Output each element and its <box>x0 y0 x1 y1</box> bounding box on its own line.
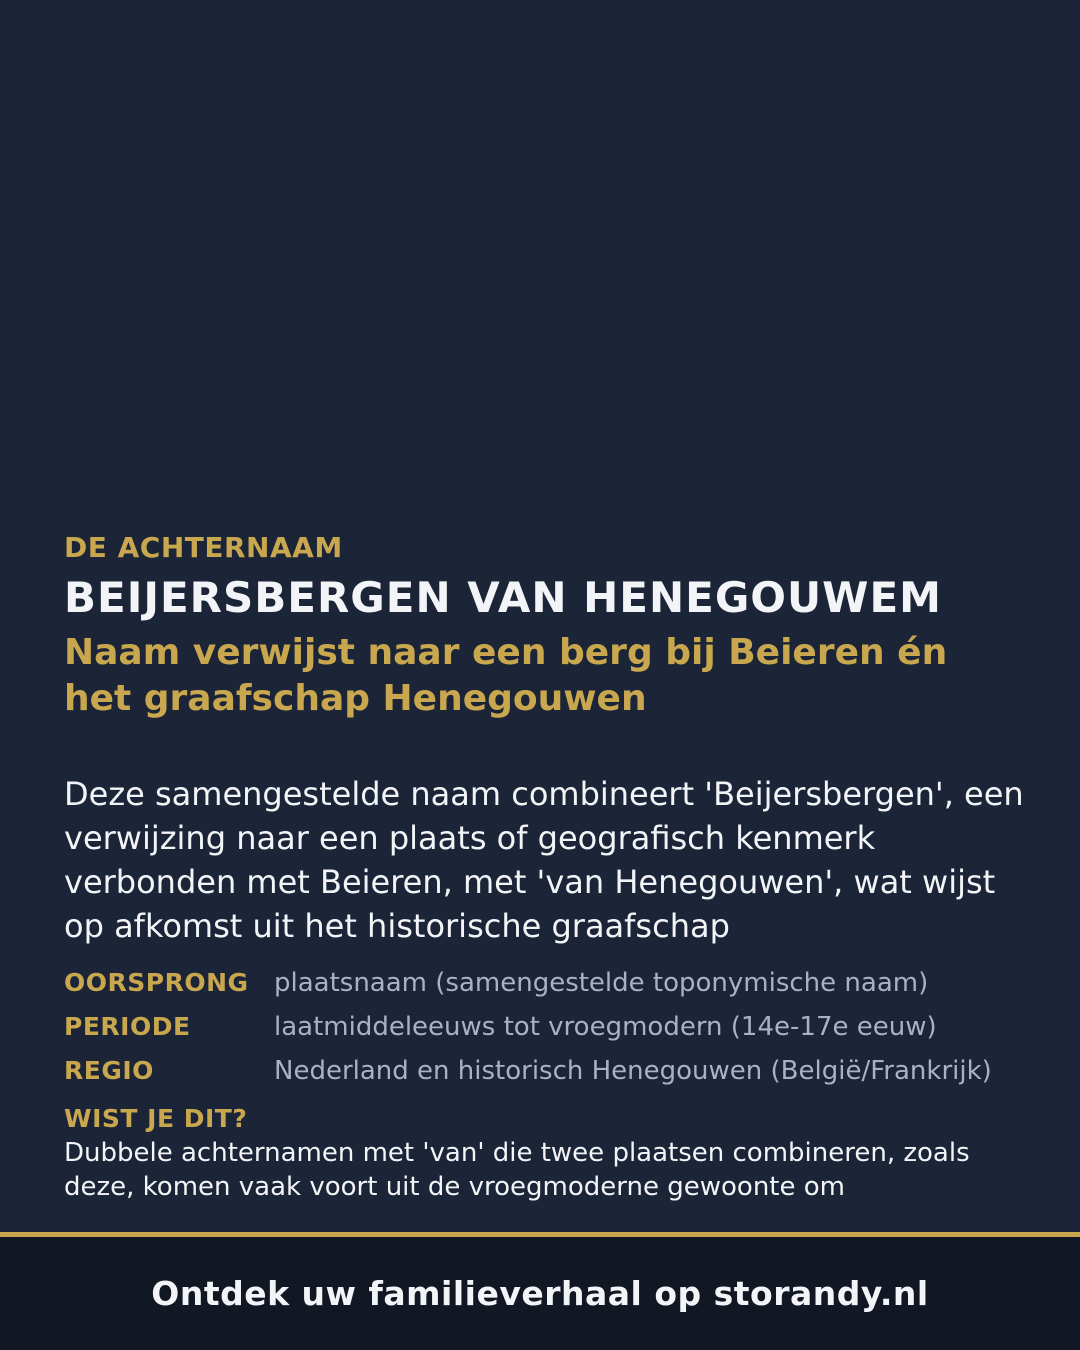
eyebrow-label: DE ACHTERNAAM <box>64 531 343 564</box>
did-you-know-title: WIST JE DIT? <box>64 1104 248 1133</box>
fact-label: PERIODE <box>64 1012 191 1041</box>
surname-subtitle: Naam verwijst naar een berg bij Beieren én het graafschap Henegouwen <box>64 632 948 719</box>
fact-row-region <box>64 1056 1024 1086</box>
fact-row-period <box>64 1012 1024 1042</box>
fact-label: OORSPRONG <box>64 968 249 997</box>
fact-row-origin <box>64 968 1024 998</box>
fact-value: Nederland en historisch Henegouwen (België/Frankrijk) <box>274 1056 992 1086</box>
surname-description: Deze samengestelde naam combineert 'Beijersbergen', een verwijzing naar een plaats of geografisch kenmerk verbonden met Beieren, met 'van Henegouwen', wat wijst op afkomst uit het historische graafschap <box>64 775 1024 945</box>
did-you-know-text: Dubbele achternamen met 'van' die twee plaatsen combineren, zoals deze, komen vaak voort uit de vroegmoderne gewoonte om <box>64 1138 970 1202</box>
footer-cta[interactable]: Ontdek uw familieverhaal op storandy.nl <box>151 1274 929 1313</box>
fact-label: REGIO <box>64 1056 154 1085</box>
surname-title: BEIJERSBERGEN VAN HENEGOUWEM <box>64 573 942 622</box>
surname-card <box>64 530 1024 1204</box>
fact-value: laatmiddeleeuws tot vroegmodern (14e-17e eeuw) <box>274 1012 937 1042</box>
facts-list <box>64 968 1024 1086</box>
fact-value: plaatsnaam (samengestelde toponymische naam) <box>274 968 929 998</box>
footer-banner <box>0 1232 1080 1350</box>
